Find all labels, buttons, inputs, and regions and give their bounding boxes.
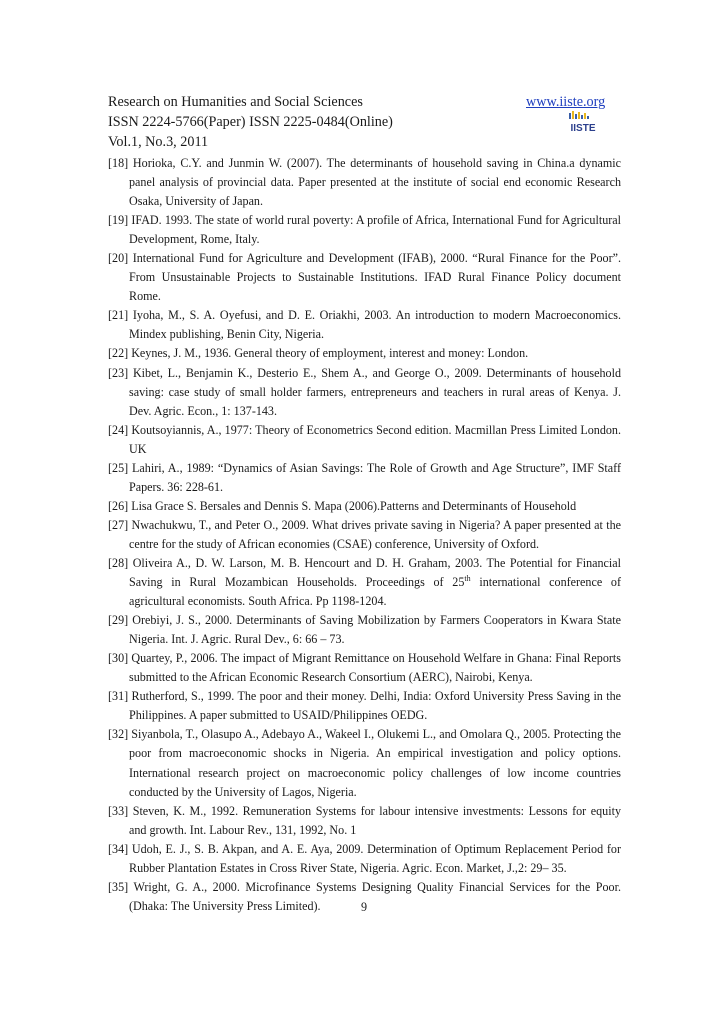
reference-text: Lahiri, A., 1989: “Dynamics of Asian Savings: The Role of Growth and Age Structure”, IMF Staff Papers. 36: 228-61. [129, 460, 621, 494]
reference-item [108, 649, 621, 687]
reference-item [108, 154, 621, 211]
page-number: 9 [360, 900, 368, 914]
page-header [108, 92, 628, 152]
reference-text: Koutsoyiannis, A., 1977: Theory of Econometrics Second edition. Macmillan Press Limited London. UK [129, 422, 621, 456]
reference-number: [27] [108, 517, 129, 532]
logo-text: IISTE [570, 123, 596, 133]
reference-item [108, 611, 621, 649]
reference-item [108, 497, 621, 516]
reference-text: Rutherford, S., 1999. The poor and their money. Delhi, India: Oxford University Press Saving in the Philippines. A paper submitted to USAID/Philippines OEDG. [129, 689, 621, 723]
reference-text: Nwachukwu, T., and Peter O., 2009. What drives private saving in Nigeria? A paper presented at the centre for the study of African economies (CSAE) conference, University of Oxford. [129, 517, 621, 551]
reference-number: [30] [108, 651, 129, 666]
reference-text: Kibet, L., Benjamin K., Desterio E., Shem A., and George O., 2009. Determinants of household saving: case study of small holder farmers, entrepreneurs and teachers in rural areas of Kenya. J. Dev. Agric. Econ., 1: 137-143. [129, 365, 621, 418]
reference-text: IFAD. 1993. The state of world rural poverty: A profile of Africa, International Fund for Agricultural Development, Rome, Italy. [129, 213, 621, 247]
reference-number: [26] [108, 498, 129, 513]
superscript: th [464, 574, 471, 583]
iiste-logo [566, 111, 600, 133]
reference-item [108, 211, 621, 249]
reference-text: Udoh, E. J., S. B. Akpan, and A. E. Aya, 2009. Determination of Optimum Replacement Period for Rubber Plantation Estates in Cross River State, Nigeria. Agric. Econ. Market, J.,2: 29– 35. [129, 841, 621, 875]
reference-item [108, 516, 621, 554]
reference-item [108, 687, 621, 725]
reference-number: [25] [108, 460, 129, 475]
issn-line: ISSN 2224-5766(Paper) ISSN 2225-0484(Online) [108, 114, 393, 130]
reference-item [108, 459, 621, 497]
reference-item [108, 249, 621, 306]
reference-text-continued: international conference of agricultural economists. South Africa. Pp 1198-1204. [129, 575, 621, 609]
reference-number: [34] [108, 841, 129, 856]
reference-number: [22] [108, 346, 129, 361]
reference-text: Steven, K. M., 1992. Remuneration Systems for labour intensive investments: Lessons for equity and growth. Int. Labour Rev., 131, 1992, No. 1 [129, 803, 621, 837]
volume-line: Vol.1, No.3, 2011 [108, 134, 209, 150]
reference-item [108, 306, 621, 344]
reference-text: Siyanbola, T., Olasupo A., Adebayo A., Wakeel I., Olukemi L., and Omolara Q., 2005. Protecting the poor from macroeconomic shocks in Nigeria. An empirical investigation and policy options. International research project on macroeconomic policy challenges of low income countries conducted by the University of Lagos, Nigeria. [129, 727, 622, 799]
reference-text: Horioka, C.Y. and Junmin W. (2007). The determinants of household saving in China.a dynamic panel analysis of provincial data. Paper presented at the institute of social end economic Research Osaka, University of Japan. [129, 156, 621, 209]
reference-item [108, 840, 621, 878]
reference-list [108, 154, 621, 916]
reference-number: [28] [108, 555, 129, 570]
reference-text: Orebiyi, J. S., 2000. Determinants of Saving Mobilization by Farmers Cooperators in Kwara State Nigeria. Int. J. Agric. Rural Dev., 6: 66 – 73. [129, 613, 621, 647]
reference-text: Quartey, P., 2006. The impact of Migrant Remittance on Household Welfare in Ghana: Final Reports submitted to the African Economic Research Consortium (AERC), Nairobi, Kenya. [129, 651, 621, 685]
reference-number: [24] [108, 422, 129, 437]
reference-number: [18] [108, 156, 129, 170]
reference-number: [31] [108, 689, 129, 704]
reference-number: [33] [108, 803, 129, 818]
journal-url-link[interactable]: www.iiste.org [526, 94, 606, 110]
reference-item [108, 725, 621, 801]
reference-number: [32] [108, 727, 129, 742]
reference-text: Iyoha, M., S. A. Oyefusi, and D. E. Oriakhi, 2003. An introduction to modern Macroeconomics. Mindex publishing, Benin City, Nigeria. [129, 308, 621, 342]
reference-text: Oliveira A., D. W. Larson, M. B. Hencourt and D. H. Graham, 2003. The Potential for Financial Saving in Rural Mozambican Households. Proceedings of 25 [129, 555, 621, 590]
reference-item [108, 364, 621, 421]
reference-number: [35] [108, 879, 129, 894]
reference-item [108, 554, 621, 611]
reference-number: [21] [108, 308, 129, 323]
reference-number: [29] [108, 613, 129, 628]
reference-text: Lisa Grace S. Bersales and Dennis S. Mapa (2006).Patterns and Determinants of Household [131, 498, 577, 513]
reference-text: Wright, G. A., 2000. Microfinance Systems Designing Quality Financial Services for the Poor. (Dhaka: The University Press Limited). [129, 879, 621, 913]
reference-item [108, 344, 621, 363]
reference-text: International Fund for Agriculture and Development (IFAB), 2000. “Rural Finance for the Poor”. From Unsustainable Projects to Sustainable Institutions. IFAD Rural Finance Policy document Rome. [129, 251, 621, 304]
reference-number: [20] [108, 251, 129, 266]
reference-item [108, 802, 621, 840]
reference-number: [19] [108, 213, 129, 228]
reference-text: Keynes, J. M., 1936. General theory of employment, interest and money: London. [131, 346, 529, 361]
journal-title: Research on Humanities and Social Sciences [108, 94, 363, 110]
reference-number: [23] [108, 365, 129, 380]
reference-item [108, 421, 621, 459]
